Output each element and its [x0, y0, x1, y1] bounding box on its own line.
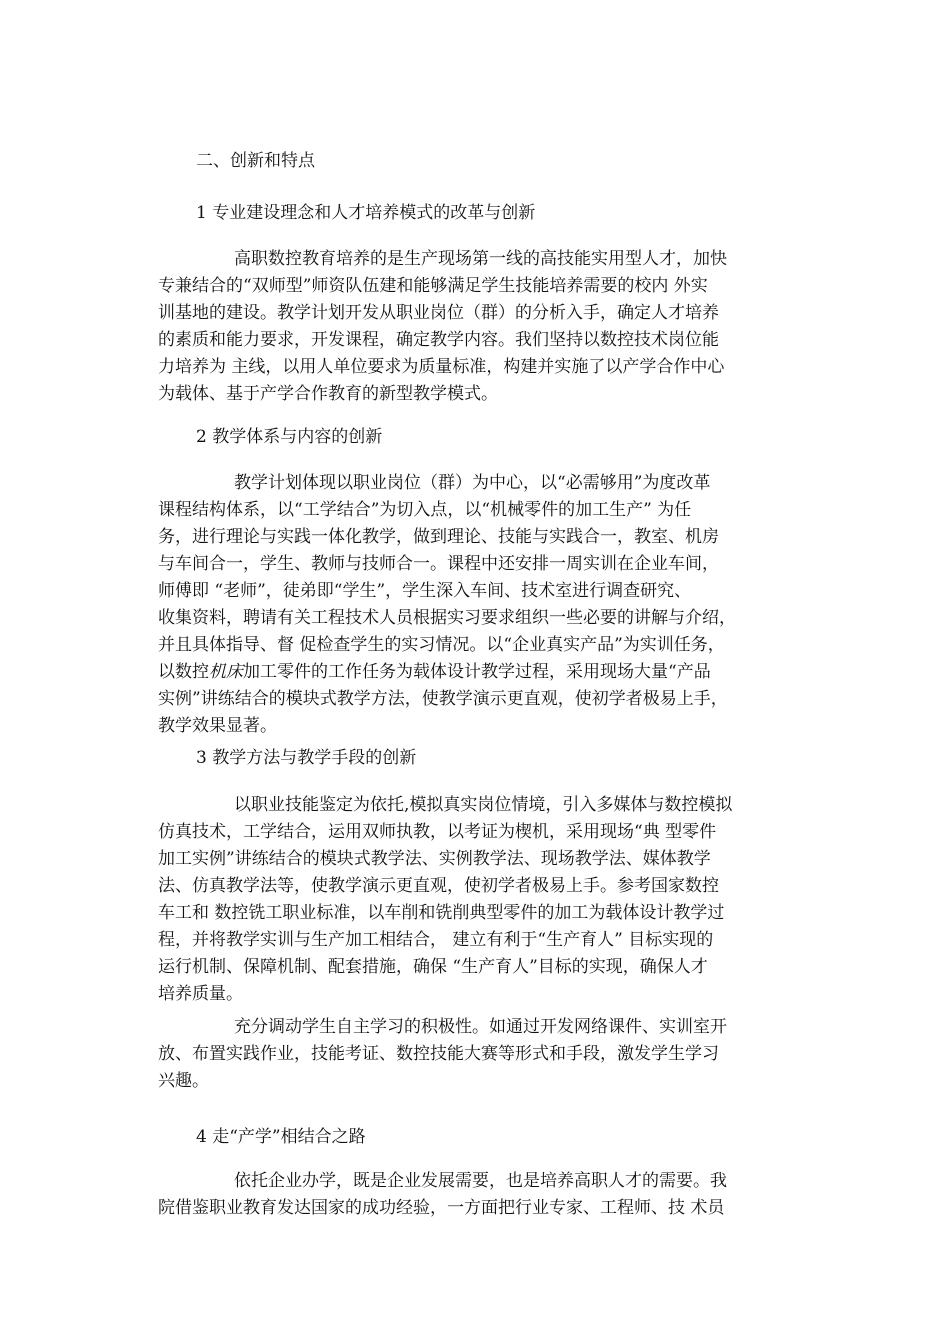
text-line: 力培养为 主线，以用人单位要求为质量标准，构建并实施了以产学合作中心: [158, 357, 725, 377]
text-line: 收集资料，聘请有关工程技术人员根据实习要求组织一些必要的讲解与介绍，: [158, 608, 736, 628]
text-line: 务，进行理论与实践一体化教学，做到理论、技能与实践合一，教室、机房: [158, 527, 719, 547]
text-segment: 以数控: [158, 662, 209, 682]
text-line: 法、仿真教学法等，使教学演示更直观，使初学者极易上手。参考国家数控: [158, 876, 719, 896]
italic-word: 机床: [209, 662, 243, 682]
text-line: 车工和 数控铣工职业标准，以车削和铣削典型零件的加工为载体设计教学过: [158, 903, 725, 923]
text-line: 并且具体指导、督 促检查学生的实习情况。以“企业真实产品”为实训任务，: [158, 635, 725, 655]
paragraph-4: [158, 1014, 808, 1095]
text-line: 为载体、基于产学合作教育的新型教学模式。: [158, 384, 498, 404]
text-line: 以职业技能鉴定为依托,模拟真实岗位情境，引入多媒体与数控模拟: [234, 795, 733, 815]
text-line: 专兼结合的“双师型”师资队伍建和能够满足学生技能培养需要的校内 外实: [158, 276, 708, 296]
paragraph-2: [158, 470, 808, 740]
paragraph-1: [158, 246, 808, 408]
text-line: 仿真技术，工学结合，运用双师执教，以考证为楔机，采用现场“典 型零件: [158, 822, 717, 842]
text-line: 院借鉴职业教育发达国家的成功经验，一方面把行业专家、工程师、技 术员: [158, 1198, 725, 1218]
text-line: 运行机制、保障机制、配套措施，确保 “生产育人”目标的实现，确保人才: [158, 957, 708, 977]
text-line: 教学计划体现以职业岗位（群）为中心，以“必需够用”为度改革: [234, 473, 711, 493]
text-line: 训基地的建设。教学计划开发从职业岗位（群）的分析入手，确定人才培养: [158, 303, 719, 323]
text-line: 实例”讲练结合的模块式教学方法，使教学演示更直观，使初学者极易上手，: [158, 689, 728, 709]
text-line: 的素质和能力要求，开发课程，确定教学内容。我们坚持以数控技术岗位能: [158, 330, 719, 350]
heading-4: 4 走“产学”相结合之路: [196, 1127, 366, 1147]
heading-2: 2 教学体系与内容的创新: [196, 427, 383, 447]
paragraph-5: [158, 1168, 808, 1222]
text-line: 依托企业办学，既是企业发展需要，也是培养高职人才的需要。我: [234, 1171, 727, 1191]
text-line: 高职数控教育培养的是生产现场第一线的高技能实用型人才，加快: [234, 249, 727, 269]
text-segment: 加工零件的工作任务为载体设计教学过程，采用现场大量“产品: [243, 662, 711, 682]
text-line: 加工实例”讲练结合的模块式教学法、实例教学法、现场教学法、媒体教学: [158, 849, 711, 869]
text-line: 放、布置实践作业，技能考证、数控技能大赛等形式和手段，激发学生学习: [158, 1044, 719, 1064]
text-line: 师傅即 “老师”，徒弟即“学生”，学生深入车间、技术室进行调查研究、: [158, 581, 692, 601]
text-line: 程，并将教学实训与生产加工相结合， 建立有利于“生产育人” 目标实现的: [158, 930, 714, 950]
text-line: 兴趣。: [158, 1071, 209, 1091]
text-line: 培养质量。: [158, 984, 243, 1004]
text-line: 与车间合一，学生、教师与技师合一。课程中还安排一周实训在企业车间，: [158, 554, 719, 574]
paragraph-3: [158, 792, 808, 1008]
text-line: 教学效果显著。: [158, 716, 277, 736]
text-line: [158, 659, 808, 686]
section-title: 二、创新和特点: [196, 151, 315, 171]
text-line: 课程结构体系，以“工学结合”为切入点，以“机械零件的加工生产” 为任: [158, 500, 692, 520]
text-line: 充分调动学生自主学习的积极性。如通过开发网络课件、实训室开: [234, 1017, 727, 1037]
heading-1: 1 专业建设理念和人才培养模式的改革与创新: [196, 203, 536, 223]
heading-3: 3 教学方法与教学手段的创新: [196, 748, 417, 768]
